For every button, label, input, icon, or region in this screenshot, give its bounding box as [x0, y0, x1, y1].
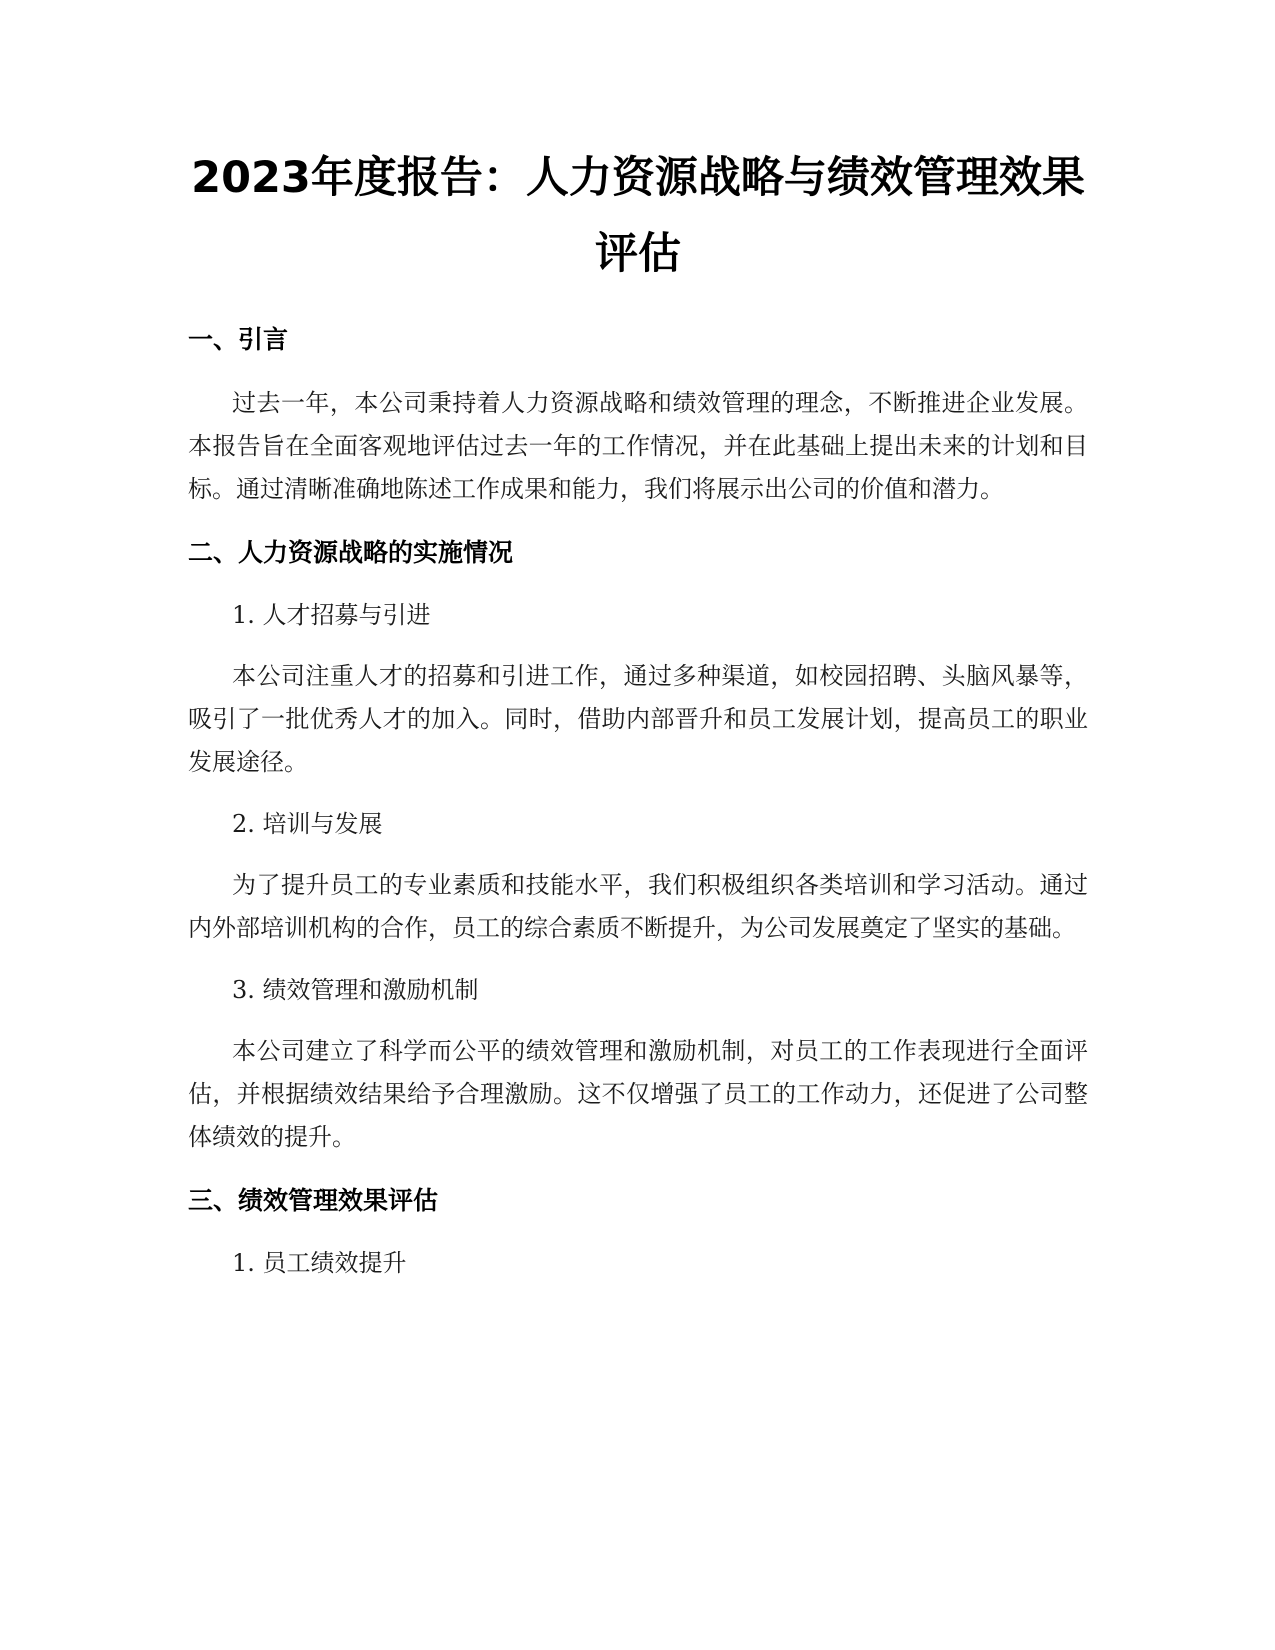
section-heading-hr-strategy: 二、人力资源战略的实施情况 — [188, 538, 514, 567]
training-development-paragraph: 为了提升员工的专业素质和技能水平，我们积极组织各类培训和学习活动。通过内外部培训机构的合作，员工的综合素质不断提升，为公司发展奠定了坚实的基础。 — [188, 871, 1088, 942]
performance-incentive-paragraph: 本公司建立了科学而公平的绩效管理和激励机制，对员工的工作表现进行全面评估，并根据绩效结果给予合理激励。这不仅增强了员工的工作动力，还促进了公司整体绩效的提升。 — [188, 1037, 1088, 1151]
talent-recruitment-paragraph: 本公司注重人才的招募和引进工作，通过多种渠道，如校园招聘、头脑风暴等，吸引了一批优秀人才的加入。同时，借助内部晋升和员工发展计划，提高员工的职业发展途径。 — [188, 662, 1088, 776]
subheading-employee-performance: 1. 员工绩效提升 — [232, 1249, 407, 1277]
document-title: 2023年度报告：人力资源战略与绩效管理效果评估 — [191, 153, 1085, 279]
section-heading-introduction: 一、引言 — [188, 325, 289, 354]
section-heading-performance-evaluation: 三、绩效管理效果评估 — [188, 1186, 439, 1215]
subheading-performance-incentive: 3. 绩效管理和激励机制 — [232, 976, 479, 1004]
subheading-talent-recruitment: 1. 人才招募与引进 — [232, 601, 431, 629]
subheading-training-development: 2. 培训与发展 — [232, 810, 383, 838]
document-body — [188, 140, 1088, 1283]
introduction-paragraph: 过去一年，本公司秉持着人力资源战略和绩效管理的理念，不断推进企业发展。本报告旨在全面客观地评估过去一年的工作情况，并在此基础上提出未来的计划和目标。通过清晰准确地陈述工作成果和能力，我们将展示出公司的价值和潜力。 — [188, 389, 1088, 503]
